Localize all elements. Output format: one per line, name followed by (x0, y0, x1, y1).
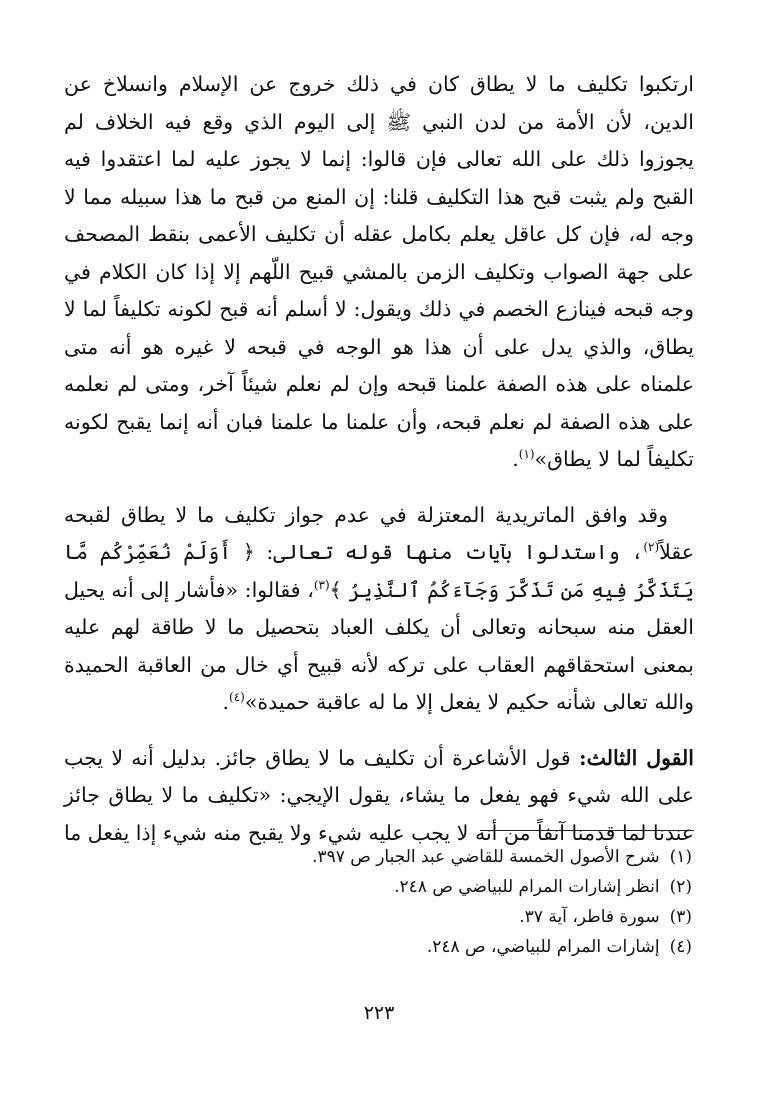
footnote-reference-1: (١) (518, 447, 535, 462)
footnote-reference-3: (٣) (313, 577, 330, 592)
quran-verse: ﴿ أَوَلَمْ نُعَمِّرْكُم مَّا يَتَذَكَّرُ فِيهِ مَن تَذَكَّرَ وَجَآءَكُمُ ٱلنَّذِيرُ ﴾ (64, 540, 694, 602)
paragraph-text: وقد وافق الماتريدية المعتزلة في عدم جواز تكليف ما لا يطاق لقبحه عقلاً (64, 502, 695, 564)
paragraph-1 (64, 66, 694, 479)
footnote (64, 842, 694, 872)
paragraph-end-punctuation: . (222, 690, 230, 714)
paragraph-text: ارتكبوا تكليف ما لا يطاق كان في ذلك خروج عن الإسلام وانسلاخ عن الدين، لأن الأمة من لدن النبي ﷺ إلى اليوم الذي وقع فيه الخلاف لم يجوزوا ذلك على الله تعالى فإن قالوا: إنما لا يجوز عليه لما اعتقدوا فيه القبح ولم يثبت قبح هذا التكليف قلنا: إن المنع من قبح ما هذا سبيله مما لا وجه له، فإن كل عاقل يعلم بكامل عقله أن تكليف الأعمى بنقط المصحف على جهة الصواب وتكليف الزمن بالمشي قبيح اللّهم إلا إذا كان الكلام في وجه قبحه فينازع الخصم في ذلك ويقول: لا أسلم أنه قبح لكونه تكليفاً لما لا يطاق، والذي يدل على أن هذا هو الوجه في قبحه لا غيره هو أنه متى علمناه على هذه الصفة علمنا قبحه وإن لم نعلم شيئاً آخر، ومتى لم نعلمه على هذه الصفة لم نعلم قبحه، وأن علمنا ما علمنا فبان أنه إنما يقبح لكونه تكليفاً لما لا يطاق» (64, 72, 694, 471)
footnote (64, 872, 694, 902)
paragraph-text: قول الأشاعرة أن تكليف ما لا يطاق جائز. بدليل أنه لا يجب على الله شيء فهو يفعل ما يشاء، يقول الإيجي: «تكليف ما لا يطاق جائز عندنا لما قدمنا آنفاً من أنه لا يجب عليه شيء ولا يقبح منه شيء إذا يفعل ما (64, 745, 694, 845)
footnote-text: سورة فاطر، آية ٣٧. (519, 907, 660, 927)
footnote-number: (٣) (669, 907, 692, 927)
footnote-text: إشارات المرام للبياضي، ص ٢٤٨. (426, 937, 660, 957)
inline-heading: القول الثالث: (579, 745, 694, 770)
paragraph-text: ، واستدلوا بآيات منها قوله تعالى: (254, 540, 644, 564)
page-number: ٢٢٣ (363, 1002, 395, 1024)
footnote (64, 932, 694, 962)
footnote-text: شرح الأصول الخمسة للقاضي عبد الجبار ص ٣٩٧. (312, 847, 660, 867)
footnotes (64, 842, 694, 962)
footnote-divider (480, 830, 694, 831)
footnote-number: (٢) (669, 877, 692, 897)
footnote (64, 902, 694, 932)
main-text (64, 66, 694, 852)
footnote-number: (١) (669, 847, 692, 867)
paragraph-2 (64, 497, 694, 722)
footnote-text: انظر إشارات المرام للبياضي ص ٢٤٨. (394, 877, 660, 897)
paragraph-end-punctuation: . (512, 447, 519, 471)
footnote-number: (٤) (669, 937, 692, 957)
footnote-reference-2: (٢) (643, 540, 660, 555)
paragraph-text: ، فقالوا: «فأشار إلى أنه يحيل العقل منه سبحانه وتعالى أن يكلف العباد بتحصيل ما لا طاقة لهم عليه بمعنى استحقاقهم العقاب على تركه لأنه قبيح أي خال من العاقبة الحميدة والله تعالى شأنه حكيم لا يفعل إلا ما له عاقبة حميدة» (64, 577, 694, 714)
paragraph-3 (64, 740, 694, 853)
footnote-reference-4: (٤) (229, 690, 245, 705)
